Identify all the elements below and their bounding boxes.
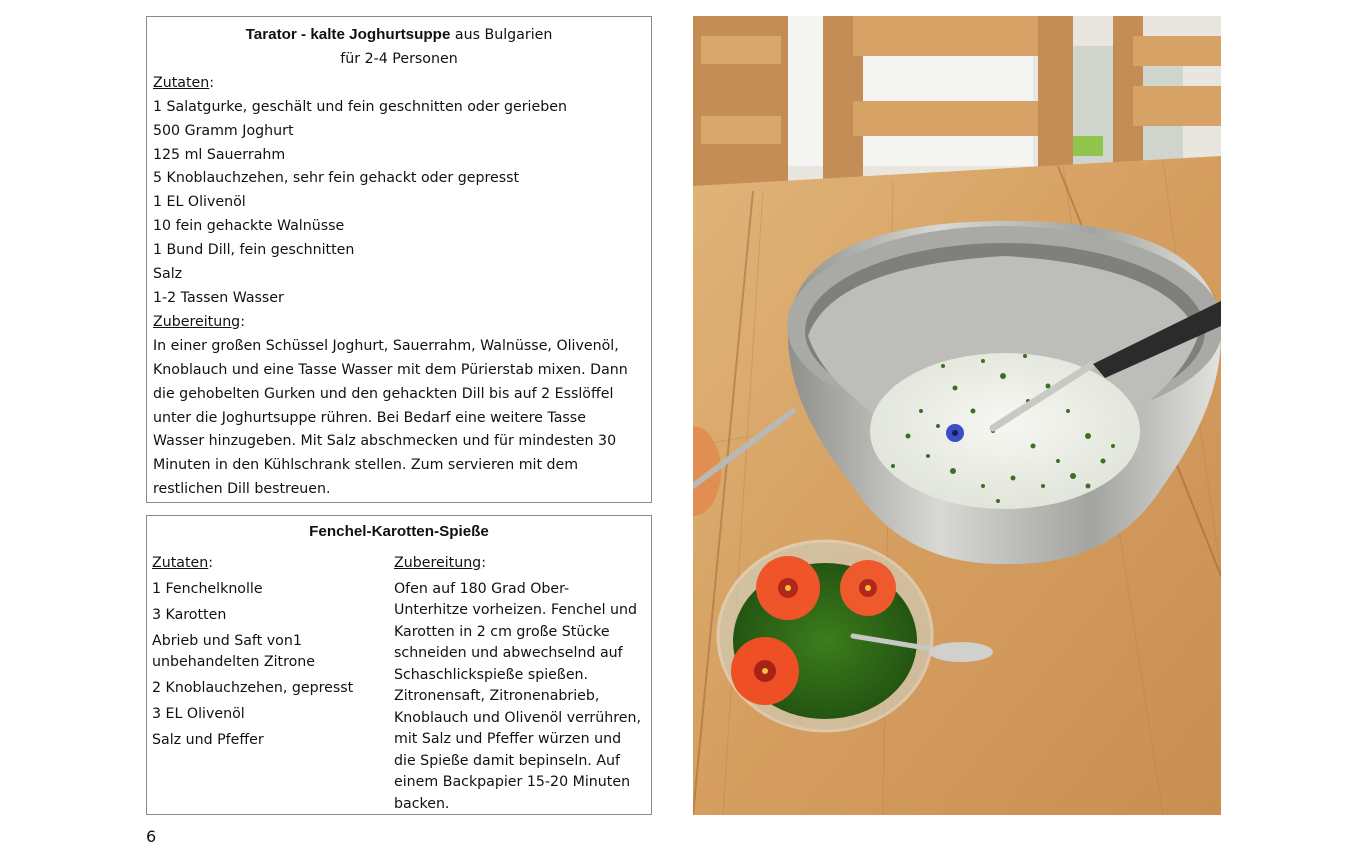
food-photo [693,16,1221,815]
tarator-ingredient: 5 Knoblauchzehen, sehr fein gehackt oder gepresst [153,170,520,187]
tarator-preparation-line: Wasser hinzugeben. Mit Salz abschmecken und für mindesten 30 [153,433,617,450]
tarator-title-origin: aus Bulgarien [450,27,553,43]
fenchel-ingredient [152,730,387,752]
tarator-recipe-box [146,16,652,503]
fenchel-preparation-line: schneiden und abwechselnd auf [394,645,623,662]
fenchel-ingredients-heading: Zutaten: [152,555,214,571]
tarator-preparation-line: Minuten in den Kühlschrank stellen. Zum servieren mit dem [153,457,579,474]
fenchel-ingredient-line: Abrieb und Saft von1 [152,632,302,649]
fenchel-ingredient-line: 1 Fenchelknolle [152,580,263,597]
nasturtium-flower [731,637,799,705]
fenchel-ingredients-heading-text: Zutaten [152,555,209,571]
fenchel-ingredient [152,704,387,726]
fenchel-preparation-column [394,553,652,815]
fenchel-preparation-line: Karotten in 2 cm große Stücke [394,623,610,640]
fenchel-ingredient [152,678,387,700]
fenchel-ingredient [152,631,387,674]
fenchel-preparation-line: backen. [394,795,450,812]
fenchel-preparation-line: mit Salz und Pfeffer würzen und [394,731,622,748]
tarator-ingredients-heading-text: Zutaten [153,74,210,91]
tarator-preparation-line: Knoblauch und eine Tasse Wasser mit dem Pürierstab mixen. Dann [153,361,628,378]
fenchel-preparation-line: die Spieße damit bepinseln. Auf [394,752,621,769]
fenchel-preparation-line: Schaschlickspieße spießen. [394,666,589,683]
fenchel-ingredient [152,579,387,601]
tarator-ingredient: 500 Gramm Joghurt [153,122,294,139]
tarator-preparation-heading: Zubereitung: [153,313,245,330]
tarator-preparation-line: restlichen Dill bestreuen. [153,481,331,498]
fenchel-preparation-line: einem Backpapier 15-20 Minuten [394,774,631,791]
fenchel-preparation-line: Ofen auf 180 Grad Ober- [394,580,570,597]
fenchel-preparation-line: Zitronensaft, Zitronenabrieb, [394,688,600,705]
tarator-preparation-line: die gehobelten Gurken und den gehackten Dill bis auf 2 Esslöffel [153,385,614,402]
fenchel-preparation-line: Knoblauch und Olivenöl verrühren, [394,709,641,726]
fenchel-preparation-line: Unterhitze vorheizen. Fenchel und [394,602,638,619]
fenchel-ingredients-column [152,553,387,756]
tarator-ingredient: 1 Salatgurke, geschält und fein geschnitten oder gerieben [153,98,567,115]
tarator-preparation-line: In einer großen Schüssel Joghurt, Sauerrahm, Walnüsse, Olivenöl, [153,337,619,354]
fenchel-ingredient-line: 3 EL Olivenöl [152,705,245,722]
tarator-ingredient: 1 EL Olivenöl [153,194,246,211]
glass-bowl [718,541,932,731]
nasturtium-flower [840,560,896,616]
fenchel-title: Fenchel-Karotten-Spieße [309,523,489,540]
fenchel-recipe-box [146,515,652,815]
fenchel-preparation-heading: Zubereitung: [394,555,486,571]
fenchel-ingredient [152,605,387,627]
page-number: 6 [146,827,157,846]
tarator-ingredient: 1-2 Tassen Wasser [153,289,284,306]
tarator-title-bold: Tarator - kalte Joghurtsuppe [245,26,451,43]
borage-flower [946,424,964,442]
tarator-title [153,23,645,48]
tarator-servings: für 2-4 Personen [340,50,458,67]
food-photo-illustration [693,16,1221,815]
fenchel-ingredient-line: 3 Karotten [152,606,227,623]
fenchel-ingredient-line: unbehandelten Zitrone [152,654,316,671]
tarator-ingredient: 1 Bund Dill, fein geschnitten [153,242,355,259]
tarator-preparation-line: unter die Joghurtsuppe rühren. Bei Bedarf eine weitere Tasse [153,409,586,426]
fenchel-ingredient-line: Salz und Pfeffer [152,731,264,748]
tarator-ingredient: 10 fein gehackte Walnüsse [153,218,345,235]
tarator-ingredient: 125 ml Sauerrahm [153,146,286,163]
tarator-preparation-heading-text: Zubereitung [153,313,241,330]
nasturtium-flower [756,556,820,620]
tarator-ingredient: Salz [153,266,183,283]
tarator-ingredients-heading: Zutaten: [153,74,215,91]
fenchel-preparation-heading-text: Zubereitung [394,555,482,571]
fenchel-ingredient-line: 2 Knoblauchzehen, gepresst [152,680,354,697]
